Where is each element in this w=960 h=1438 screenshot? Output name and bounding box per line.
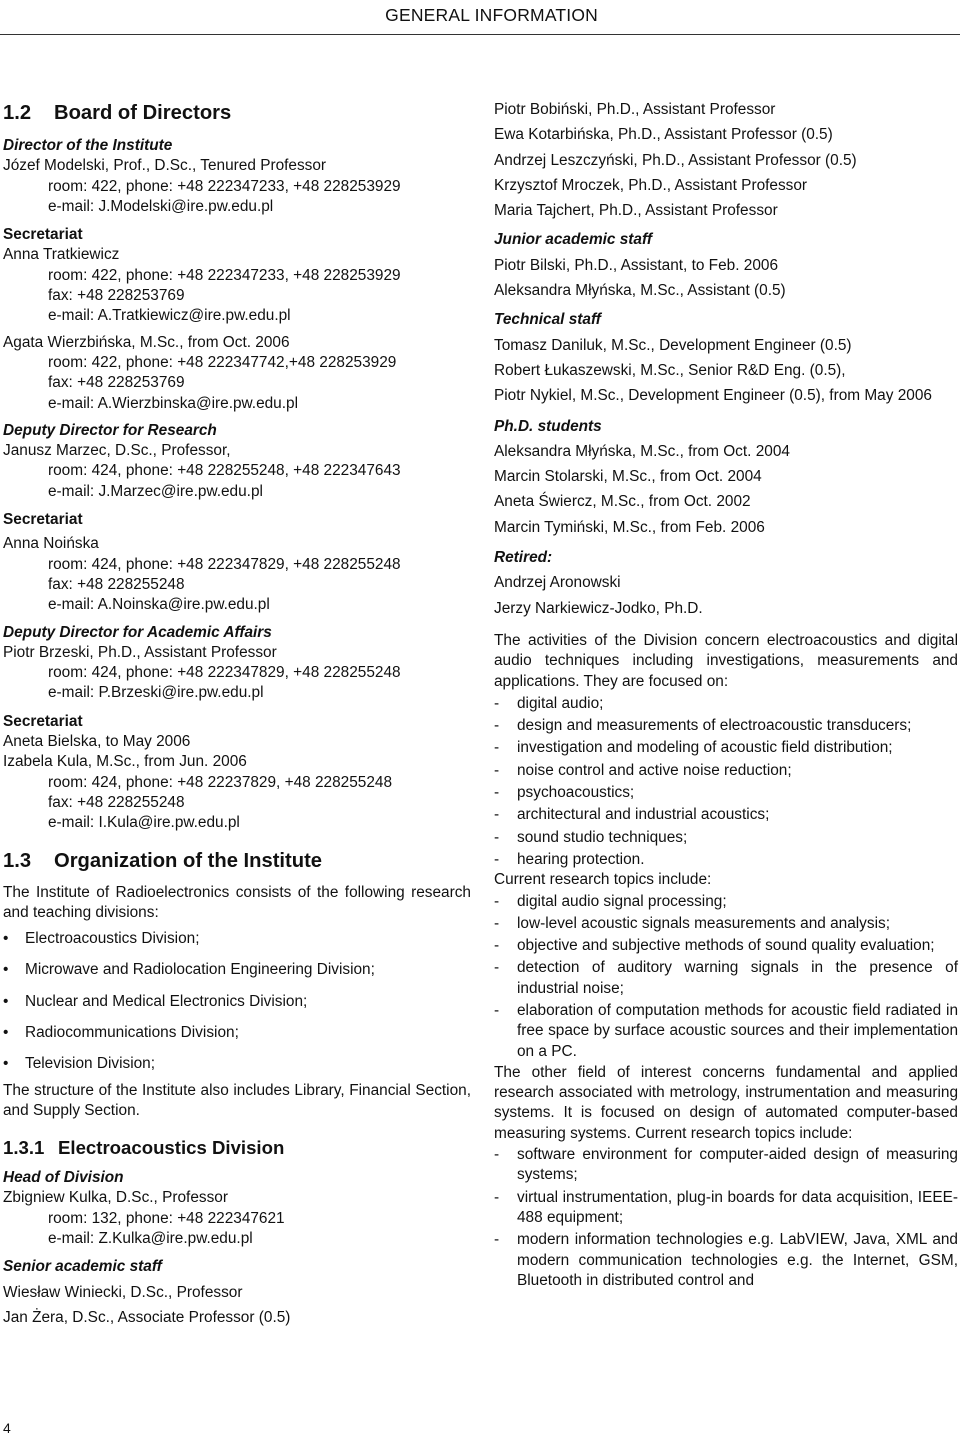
list-item-text: hearing protection. [517, 850, 645, 868]
dash-marker: - [494, 784, 500, 802]
organization-structure: The structure of the Institute also includes Library, Financial Section, and Supply Section. [3, 1081, 471, 1119]
contact-email: e-mail: I.Kula@ire.pw.edu.pl [48, 814, 240, 832]
right-column [494, 100, 958, 1291]
list-item-text: elaboration of computation methods for acoustic field radiated in free space by surface acoustic sources and their implementation on a PC. [517, 1001, 958, 1060]
contact-room: room: 424, phone: +48 222347829, +48 228255248 [48, 664, 401, 682]
contact-email: e-mail: Z.Kulka@ire.pw.edu.pl [48, 1230, 253, 1248]
role-heading: Senior academic staff [3, 1258, 162, 1276]
list-item-text: psychoacoustics; [517, 784, 635, 802]
list-item-text: objective and subjective methods of sound quality evaluation; [517, 937, 935, 955]
list-item-text: Electroacoustics Division; [25, 930, 200, 948]
list-item-text: virtual instrumentation, plug-in boards for data acquisition, IEEE-488 equipment; [517, 1188, 958, 1226]
senior-staff-block [3, 1257, 471, 1328]
junior-staff-block [494, 230, 958, 301]
role-heading: Deputy Director for Academic Affairs [3, 623, 272, 641]
dash-marker: - [494, 892, 500, 910]
header-rule [0, 34, 960, 35]
dash-marker: - [494, 937, 500, 955]
staff-item: Krzysztof Mroczek, Ph.D., Assistant Professor [494, 176, 808, 194]
person-name: Janusz Marzec, D.Sc., Professor, [3, 442, 231, 460]
dash-marker: - [494, 1146, 500, 1164]
running-header [0, 0, 960, 36]
list-item [494, 850, 958, 870]
staff-item: Piotr Nykiel, M.Sc., Development Engineer (0.5), from May 2006 [494, 387, 932, 405]
list-item [494, 914, 958, 934]
list-item-text: Radiocommunications Division; [25, 1023, 239, 1041]
contact-room: room: 424, phone: +48 22237829, +48 228255248 [48, 773, 393, 791]
contact-room: room: 422, phone: +48 222347233, +48 228253929 [48, 266, 401, 284]
list-item [3, 929, 471, 949]
contact-fax: fax: +48 228253769 [48, 374, 185, 392]
list-item-text: architectural and industrial acoustics; [517, 806, 770, 824]
phd-students-block [494, 417, 958, 538]
list-item-text: sound studio techniques; [517, 828, 688, 846]
contact-room: room: 424, phone: +48 228255248, +48 222347643 [48, 462, 401, 480]
role-heading: Retired: [494, 549, 553, 567]
contact-email: e-mail: P.Brzeski@ire.pw.edu.pl [48, 684, 264, 702]
activities-list [494, 694, 958, 870]
dash-marker: - [494, 914, 500, 932]
staff-item: Jan Żera, D.Sc., Associate Professor (0.5) [3, 1308, 291, 1326]
list-item [3, 1023, 471, 1043]
section-title: Board of Directors [54, 102, 232, 124]
staff-item: Marcin Tymiński, M.Sc., from Feb. 2006 [494, 518, 765, 536]
person-name: Anna Tratkiewicz [3, 246, 120, 264]
list-item [494, 716, 958, 736]
deputy-research-block [3, 421, 471, 502]
secretariat-block [3, 510, 471, 615]
section-heading-organization [3, 848, 471, 874]
staff-item: Aneta Świercz, M.Sc., from Oct. 2002 [494, 493, 751, 511]
staff-item: Tomasz Daniluk, M.Sc., Development Engineer (0.5) [494, 336, 852, 354]
page-number: 4 [3, 1420, 11, 1436]
contact-fax: fax: +48 228255248 [48, 575, 185, 593]
list-item-text: Nuclear and Medical Electronics Division; [25, 992, 308, 1010]
person-name: Agata Wierzbińska, M.Sc., from Oct. 2006 [3, 333, 290, 351]
staff-item: Wiesław Winiecki, D.Sc., Professor [3, 1283, 243, 1301]
list-item [494, 1001, 958, 1062]
role-heading: Director of the Institute [3, 137, 173, 154]
running-header-title: GENERAL INFORMATION [385, 5, 598, 25]
list-item-text: noise control and active noise reduction; [517, 761, 792, 779]
technical-staff-block [494, 310, 958, 406]
bullet-icon: • [3, 1055, 9, 1073]
contact-room: room: 424, phone: +48 222347829, +48 228255248 [48, 555, 401, 573]
bullet-icon: • [3, 961, 9, 979]
retired-block [494, 548, 958, 619]
person-name: Aneta Bielska, to May 2006 [3, 733, 191, 751]
staff-item: Maria Tajchert, Ph.D., Assistant Professor [494, 202, 778, 220]
list-item-text: detection of auditory warning signals in the presence of industrial noise; [517, 959, 958, 997]
list-item-text: low-level acoustic signals measurements and analysis; [517, 914, 890, 932]
contact-fax: fax: +48 228255248 [48, 793, 185, 811]
contact-email: e-mail: A.Noinska@ire.pw.edu.pl [48, 596, 270, 614]
role-heading: Deputy Director for Research [3, 421, 217, 439]
list-item [494, 1188, 958, 1229]
list-item [494, 738, 958, 758]
staff-item: Andrzej Aronowski [494, 574, 621, 592]
dash-marker: - [494, 717, 500, 735]
staff-item: Marcin Stolarski, M.Sc., from Oct. 2004 [494, 468, 762, 486]
bullet-icon: • [3, 930, 9, 948]
bullet-icon: • [3, 1023, 9, 1041]
secretariat-heading: Secretariat [3, 226, 83, 244]
list-item-text: design and measurements of electroacoustic transducers; [517, 717, 912, 735]
person-name: Izabela Kula, M.Sc., from Jun. 2006 [3, 753, 247, 771]
staff-item: Andrzej Leszczyński, Ph.D., Assistant Professor (0.5) [494, 151, 857, 169]
head-of-division-block [3, 1168, 471, 1249]
list-item-text: Microwave and Radiolocation Engineering Division; [25, 961, 375, 979]
list-item [494, 805, 958, 825]
dash-marker: - [494, 739, 500, 757]
list-item-text: digital audio signal processing; [517, 892, 727, 910]
dash-marker: - [494, 694, 500, 712]
person-name: Anna Noińska [3, 535, 99, 553]
list-item [3, 960, 471, 980]
contact-fax: fax: +48 228253769 [48, 287, 185, 305]
bullet-icon: • [3, 992, 9, 1010]
section-title: Organization of the Institute [54, 849, 323, 872]
list-item-text: modern information technologies e.g. LabVIEW, Java, XML and modern communication technologies e.g. the Internet, GSM, Bluetooth in distributed control and [517, 1231, 958, 1289]
staff-item: Robert Łukaszewski, M.Sc., Senior R&D Eng. (0.5), [494, 361, 846, 379]
senior-staff-continued [494, 100, 958, 221]
other-topics-list [494, 1145, 958, 1291]
contact-room: room: 422, phone: +48 222347742,+48 228253929 [48, 353, 397, 371]
contact-email: e-mail: J.Modelski@ire.pw.edu.pl [48, 197, 274, 215]
staff-item: Piotr Bilski, Ph.D., Assistant, to Feb. 2006 [494, 256, 778, 274]
list-item [494, 958, 958, 999]
list-item [494, 936, 958, 956]
list-item [494, 783, 958, 803]
activities-intro: The activities of the Division concern electroacoustics and digital audio techniques including investigations, measurements and applications. They are focused on: [494, 631, 958, 690]
contact-room: room: 132, phone: +48 222347621 [48, 1209, 285, 1227]
dash-marker: - [494, 1188, 500, 1206]
staff-item: Jerzy Narkiewicz-Jodko, Ph.D. [494, 599, 703, 617]
list-item-text: investigation and modeling of acoustic field distribution; [517, 739, 893, 757]
list-item [494, 828, 958, 848]
list-item [3, 992, 471, 1012]
dash-marker: - [494, 1231, 500, 1249]
contact-email: e-mail: J.Marzec@ire.pw.edu.pl [48, 482, 263, 500]
subsection-number: 1.3.1 [3, 1137, 45, 1159]
dash-marker: - [494, 850, 500, 868]
contact-email: e-mail: A.Wierzbinska@ire.pw.edu.pl [48, 394, 298, 412]
list-item-text: digital audio; [517, 694, 604, 712]
dash-marker: - [494, 806, 500, 824]
list-item-text: Television Division; [25, 1055, 156, 1073]
list-item [494, 892, 958, 912]
subsection-heading-electroacoustics [3, 1136, 471, 1160]
staff-item: Piotr Bobiński, Ph.D., Assistant Professor [494, 101, 776, 118]
topics-list [494, 892, 958, 1062]
list-item [494, 1230, 958, 1291]
dash-marker: - [494, 959, 500, 977]
subsection-title: Electroacoustics Division [58, 1137, 285, 1159]
staff-item: Ewa Kotarbińska, Ph.D., Assistant Professor (0.5) [494, 126, 833, 144]
contact-room: room: 422, phone: +48 222347233, +48 228253929 [48, 177, 401, 195]
section-number: 1.3 [3, 849, 32, 872]
division-list [3, 929, 471, 1074]
role-heading: Junior academic staff [494, 231, 652, 249]
secretariat-heading: Secretariat [3, 511, 83, 529]
director-block [3, 136, 471, 217]
dash-marker: - [494, 761, 500, 779]
role-heading: Technical staff [494, 311, 601, 329]
staff-item: Aleksandra Młyńska, M.Sc., Assistant (0.5) [494, 282, 786, 300]
person-name: Piotr Brzeski, Ph.D., Assistant Professor [3, 643, 277, 661]
secretariat-block [3, 225, 471, 414]
deputy-academic-block [3, 623, 471, 704]
dash-marker: - [494, 1001, 500, 1019]
dash-marker: - [494, 828, 500, 846]
organization-intro: The Institute of Radioelectronics consists of the following research and teaching divisions: [3, 883, 471, 921]
list-item [494, 761, 958, 781]
list-item [494, 1145, 958, 1186]
role-heading: Ph.D. students [494, 417, 602, 435]
left-column [3, 100, 471, 1328]
section-number: 1.2 [3, 102, 32, 124]
topics-intro: Current research topics include: [494, 871, 712, 889]
staff-item: Aleksandra Młyńska, M.Sc., from Oct. 2004 [494, 442, 790, 460]
secretariat-heading: Secretariat [3, 712, 83, 730]
list-item-text: software environment for computer-aided design of measuring systems; [517, 1146, 958, 1184]
section-heading-board [3, 100, 471, 126]
list-item [494, 694, 958, 714]
person-name: Józef Modelski, Prof., D.Sc., Tenured Professor [3, 157, 327, 175]
list-item [3, 1054, 471, 1074]
contact-email: e-mail: A.Tratkiewicz@ire.pw.edu.pl [48, 307, 291, 325]
role-heading: Head of Division [3, 1169, 124, 1187]
other-field-intro: The other field of interest concerns fundamental and applied research associated with metrology, instrumentation and measuring systems. It is focused on design of automated computer-based measuring systems. Current research topics include: [494, 1063, 958, 1142]
person-name: Zbigniew Kulka, D.Sc., Professor [3, 1189, 228, 1207]
secretariat-block [3, 712, 471, 834]
